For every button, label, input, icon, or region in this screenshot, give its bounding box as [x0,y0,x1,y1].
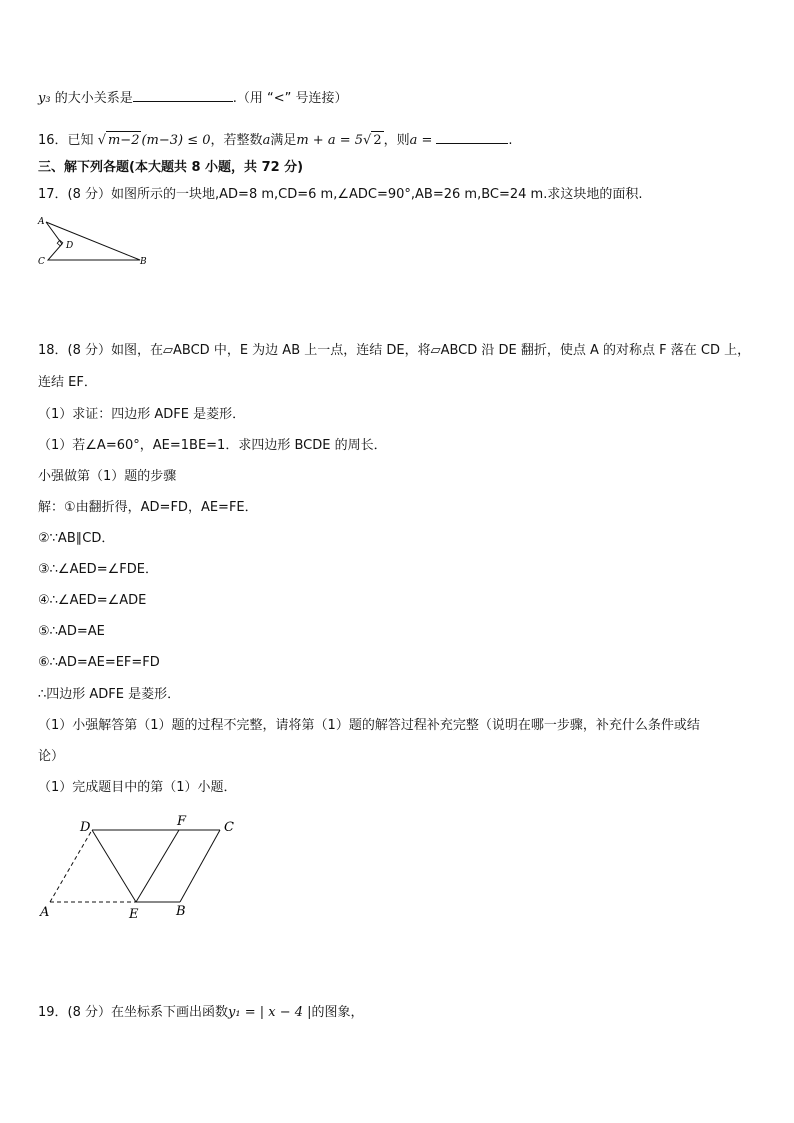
q18-step-6: ⑥∴AD=AE=EF=FD [38,655,160,670]
q15-tail [38,88,347,108]
q18-label-e: E [129,907,139,922]
q18-step-4: ④∴∠AED=∠ADE [38,593,147,608]
q17-figure [34,212,164,272]
q16-mid3: ，则 [383,133,410,148]
q19 [38,1004,364,1022]
q16-mid: ，若整数 [210,133,263,148]
q15-after: .（用 “<” 号连接） [232,91,348,106]
q17-label-d: D [66,241,74,251]
q19-func: y₁ = | x − 4 | [228,1005,312,1020]
q16-expr3: m + a = 5 [296,133,364,148]
q18-segment-ef [136,830,179,902]
q15-answer-blank[interactable] [133,88,233,102]
q16-expr1: m−2 [107,133,140,148]
q17-text: 17．(8 分）如图所示的一块地,AD=8 m,CD=6 m,∠ADC=90°,AB=26 m,BC=24 m.求这块地的面积. [38,187,643,202]
q16-sqrt-sign2: √ [363,133,372,148]
q16-answer-blank[interactable] [436,130,508,144]
q16-a-eq: a = [409,133,433,148]
q18-intro: 小强做第（1）题的步骤 [38,469,177,484]
q17-label-a: A [38,217,45,227]
q19-text: 19．(8 分）在坐标系下画出函数 [38,1005,229,1020]
q18-conclusion: ∴四边形 ADFE 是菱形． [38,687,181,702]
q17-label-b: B [140,257,147,267]
q16-sqrt-sign: √ [97,133,106,148]
q18-step-5: ⑤∴AD=AE [38,624,105,639]
q18-sub1a: （1）小强解答第（1）题的过程不完整，请将第（1）题的解答过程补充完整（说明在哪一步骤，补充什么条件或结 [38,718,700,733]
q18-sub1b: 论） [38,749,65,764]
q18-step-1: 解：①由翻折得，AD=FD，AE=FE． [38,500,258,515]
q16 [38,130,513,150]
q18-segment-cb [180,830,220,902]
q16-mid2: 满足 [270,133,297,148]
q16-a: a [262,133,271,148]
q18-label-a: A [40,905,50,920]
q18-figure [36,812,246,922]
q18-label-f: F [177,814,187,829]
q16-end: . [508,133,513,148]
q17-label-c: C [38,257,45,267]
q18-label-d: D [80,820,91,835]
q18-part1: （1）求证：四边形 ADFE 是菱形． [38,407,246,422]
q18-label-b: B [176,904,186,919]
q18-line2: 连结 EF． [38,375,97,390]
q18-step-3: ③∴∠AED=∠FDE． [38,562,158,577]
q18-segment-de [92,830,136,902]
q17-shape [46,222,140,260]
q15-text: 的大小关系是 [50,91,133,106]
section-3-heading: 三、解下列各题(本大题共 8 小题，共 72 分) [38,160,304,175]
q19-after: 的图象， [311,1005,364,1020]
q18-part2: （1）若∠A=60°，AE=1BE=1．求四边形 BCDE 的周长． [38,438,387,453]
q16-num: 16．已知 [38,133,94,148]
q18-step-2: ②∵AB∥CD． [38,531,115,546]
q18-line1: 18．(8 分）如图，在▱ABCD 中，E 为边 AB 上一点，连结 DE，将▱ABCD 沿 DE 翻折，使点 A 的对称点 F 落在 CD 上， [38,343,751,358]
q18-sub2: （1）完成题目中的第（1）小题． [38,780,237,795]
q15-var: y₃ [38,91,51,106]
q18-label-c: C [224,820,234,835]
q16-expr2: (m−3) ≤ 0 [141,133,211,148]
q16-root: 2 [373,133,382,148]
q18-dashed-ad [50,830,92,902]
